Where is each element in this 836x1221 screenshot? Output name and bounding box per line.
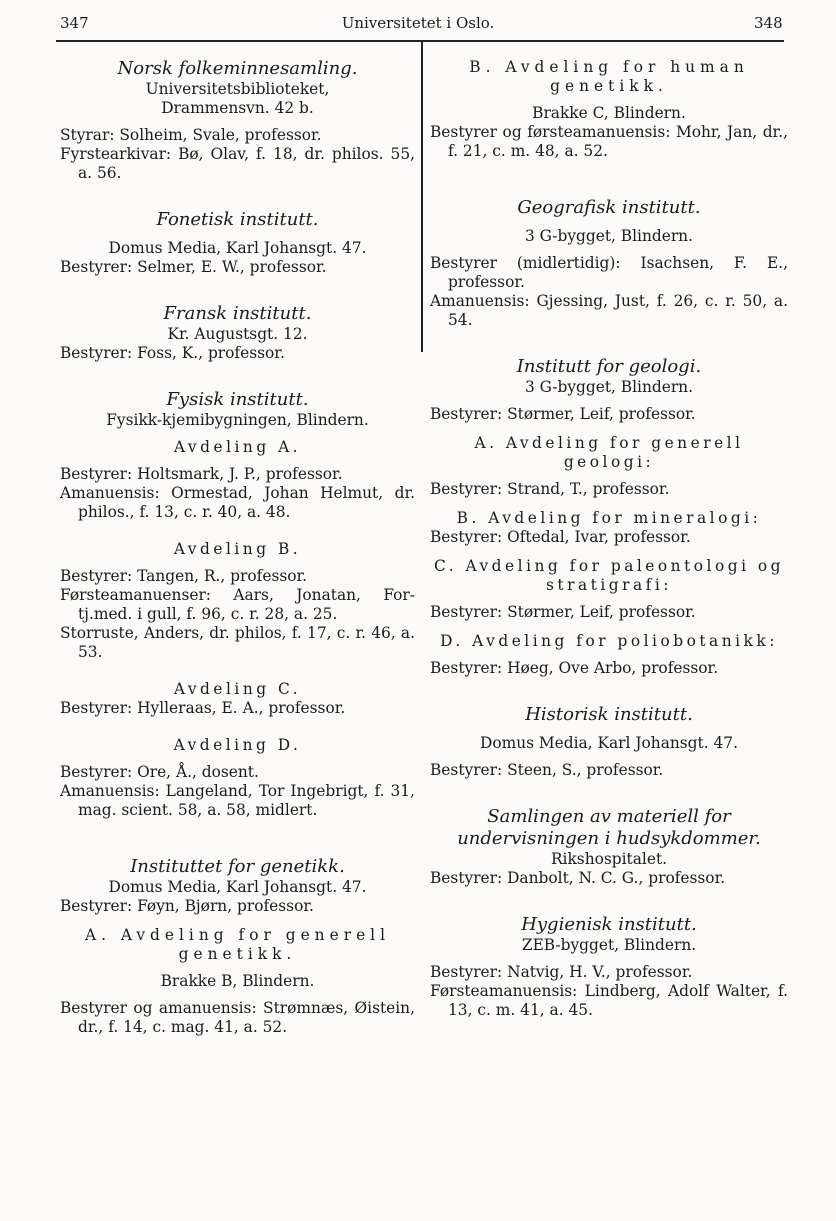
section-title: Fonetisk institutt. bbox=[156, 209, 319, 230]
entry: Førsteamanuensis: Lindberg, Adolf Walter, f. 13, c. m. 41, a. 45. bbox=[430, 982, 788, 1019]
subsection-title: B. Avdeling for human genetikk. bbox=[469, 58, 749, 95]
entry: Storruste, Anders, dr. philos, f. 17, c. r. 46, a. 53. bbox=[60, 624, 415, 661]
entry: Bestyrer og førsteamanuensis: Mohr, Jan, dr., f. 21, c. m. 48, a. 52. bbox=[430, 123, 788, 160]
entry: Bestyrer: Oftedal, Ivar, professor. bbox=[430, 528, 691, 546]
header-rule bbox=[56, 40, 784, 42]
entry: Bestyrer: Foss, K., professor. bbox=[60, 344, 285, 362]
section-title: Historisk institutt. bbox=[525, 704, 693, 725]
right-column bbox=[430, 58, 788, 1020]
entry: Styrar: Solheim, Svale, professor. bbox=[60, 126, 322, 144]
subsection-title: B. Avdeling for mineralogi: bbox=[456, 509, 762, 527]
address: Brakke C, Blindern. bbox=[532, 104, 686, 122]
entry: Fyrstearkivar: Bø, Olav, f. 18, dr. philos. 55, a. 56. bbox=[60, 145, 415, 182]
section-title: Fysisk institutt. bbox=[166, 389, 309, 410]
section-title: Instituttet for genetikk. bbox=[130, 856, 345, 877]
address: Domus Media, Karl Johansgt. 47. bbox=[108, 239, 367, 257]
page-number-right: 348 bbox=[754, 14, 783, 32]
running-title: Universitetet i Oslo. bbox=[341, 14, 495, 32]
section-title: Norsk folkeminnesamling. bbox=[117, 58, 358, 79]
entry: Bestyrer: Ore, Å., dosent. bbox=[60, 763, 259, 781]
entry: Bestyrer: Tangen, R., professor. bbox=[60, 567, 308, 585]
subsection-title: C. Avdeling for paleontologi og stratigrafi: bbox=[433, 557, 785, 594]
subsection-title: Avdeling C. bbox=[173, 680, 302, 698]
entry: Bestyrer: Føyn, Bjørn, professor. bbox=[60, 897, 314, 915]
page-number-left: 347 bbox=[60, 14, 89, 32]
address: Domus Media, Karl Johansgt. 47. bbox=[108, 878, 367, 896]
subsection-title: Avdeling A. bbox=[173, 438, 302, 456]
subsection-title: D. Avdeling for poliobotanikk: bbox=[440, 632, 778, 650]
address: 3 G-bygget, Blindern. bbox=[525, 227, 693, 245]
address: Brakke B, Blindern. bbox=[160, 972, 315, 990]
entry: Bestyrer: Steen, S., professor. bbox=[430, 761, 664, 779]
section-title: Fransk institutt. bbox=[163, 303, 312, 324]
entry: Førsteamanuenser: Aars, Jonatan, For-tj.med. i gull, f. 96, c. r. 28, a. 25. bbox=[60, 586, 415, 623]
entry: Bestyrer: Natvig, H. V., professor. bbox=[430, 963, 693, 981]
section-title: Institutt for geologi. bbox=[516, 356, 702, 377]
address: Drammensvn. 42 b. bbox=[161, 99, 314, 117]
entry: Bestyrer: Størmer, Leif, professor. bbox=[430, 603, 696, 621]
entry: Amanuensis: Ormestad, Johan Helmut, dr. philos., f. 13, c. r. 40, a. 48. bbox=[60, 484, 415, 521]
entry: Bestyrer: Danbolt, N. C. G., professor. bbox=[430, 869, 726, 887]
section-title: Hygienisk institutt. bbox=[521, 914, 697, 935]
address: Rikshospitalet. bbox=[550, 850, 668, 868]
entry: Bestyrer og amanuensis: Strømnæs, Øistein, dr., f. 14, c. mag. 41, a. 52. bbox=[60, 999, 415, 1036]
subsection-title: Avdeling D. bbox=[173, 736, 302, 754]
entry: Bestyrer (midlertidig): Isachsen, F. E., professor. bbox=[430, 254, 788, 291]
address: Universitetsbiblioteket, bbox=[145, 80, 330, 98]
entry: Bestyrer: Hylleraas, E. A., professor. bbox=[60, 699, 346, 717]
address: ZEB-bygget, Blindern. bbox=[521, 936, 697, 954]
address: Domus Media, Karl Johansgt. 47. bbox=[480, 734, 738, 752]
entry: Bestyrer: Størmer, Leif, professor. bbox=[430, 405, 696, 423]
entry: Amanuensis: Gjessing, Just, f. 26, c. r. 50, a. 54. bbox=[430, 292, 788, 329]
entry: Amanuensis: Langeland, Tor Ingebrigt, f. 31, mag. scient. 58, a. 58, midlert. bbox=[60, 782, 415, 819]
entry: Bestyrer: Høeg, Ove Arbo, professor. bbox=[430, 659, 719, 677]
subsection-title: A. Avdeling for generell genetikk. bbox=[84, 926, 391, 963]
entry: Bestyrer: Strand, T., professor. bbox=[430, 480, 670, 498]
subsection-title: A. Avdeling for generell geologi: bbox=[474, 434, 744, 471]
address: Kr. Augustsgt. 12. bbox=[167, 325, 308, 343]
address: 3 G-bygget, Blindern. bbox=[525, 378, 693, 396]
entry: Bestyrer: Selmer, E. W., professor. bbox=[60, 258, 327, 276]
section-title: Geografisk institutt. bbox=[517, 197, 701, 218]
address: Fysikk-kjemibygningen, Blindern. bbox=[106, 411, 369, 429]
section-title: Samlingen av materiell for undervisningen i hudsykdommer. bbox=[457, 806, 761, 849]
subsection-title: Avdeling B. bbox=[173, 540, 302, 558]
left-column bbox=[60, 58, 415, 1037]
column-divider bbox=[421, 42, 423, 352]
entry: Bestyrer: Holtsmark, J. P., professor. bbox=[60, 465, 343, 483]
